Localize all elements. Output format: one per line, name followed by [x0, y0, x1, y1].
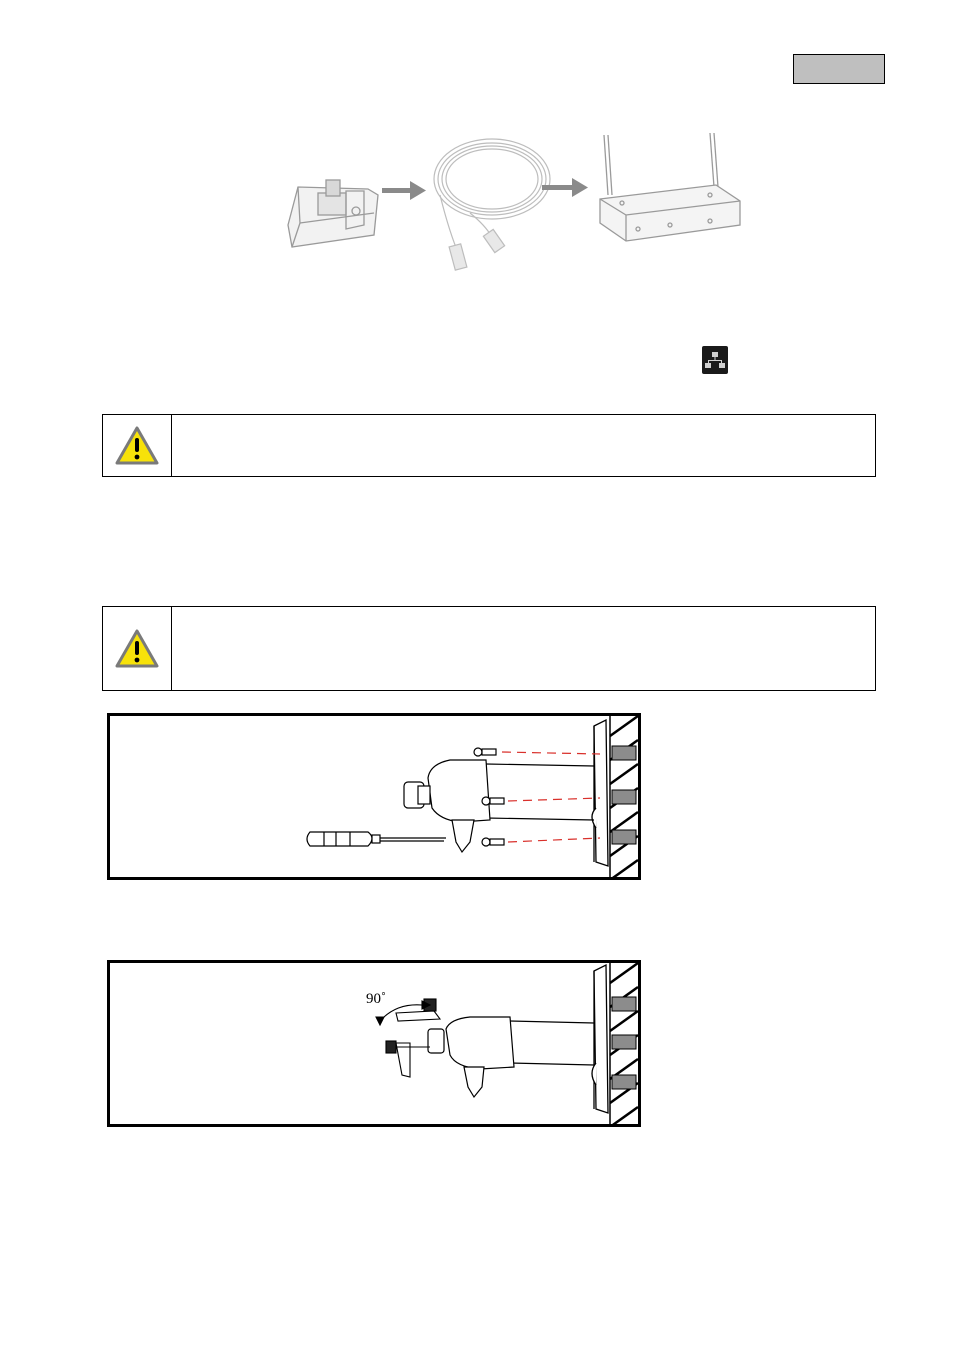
receiver-icon: [600, 133, 740, 241]
arrow-right-icon: [382, 181, 426, 200]
warning-icon-cell: [103, 415, 172, 476]
camera-mount-arm-icon: [428, 1017, 594, 1097]
warning-note: [102, 414, 876, 477]
mounting-figure-step1: [107, 713, 641, 880]
language-tab: [793, 54, 885, 84]
wall-bracket-icon: [592, 720, 608, 866]
warning-text: [172, 607, 875, 690]
arrow-right-icon: [542, 178, 588, 197]
warning-text: [172, 415, 875, 476]
warning-triangle-icon: [114, 628, 160, 670]
mounting-figure-step2: [107, 960, 641, 1127]
warning-icon-cell: [103, 607, 172, 690]
camera-base-icon: [288, 180, 378, 247]
screwdriver-icon: [307, 832, 446, 846]
network-icon: [702, 346, 728, 374]
wall-icon: [610, 963, 638, 1124]
warning-note: [102, 606, 876, 691]
connection-diagram: [270, 125, 760, 285]
wall-icon: [610, 716, 638, 877]
rotation-angle-label: 90˚: [366, 991, 386, 1007]
warning-triangle-icon: [114, 425, 160, 467]
wall-bracket-icon: [592, 965, 608, 1113]
network-cable-icon: [434, 139, 550, 270]
